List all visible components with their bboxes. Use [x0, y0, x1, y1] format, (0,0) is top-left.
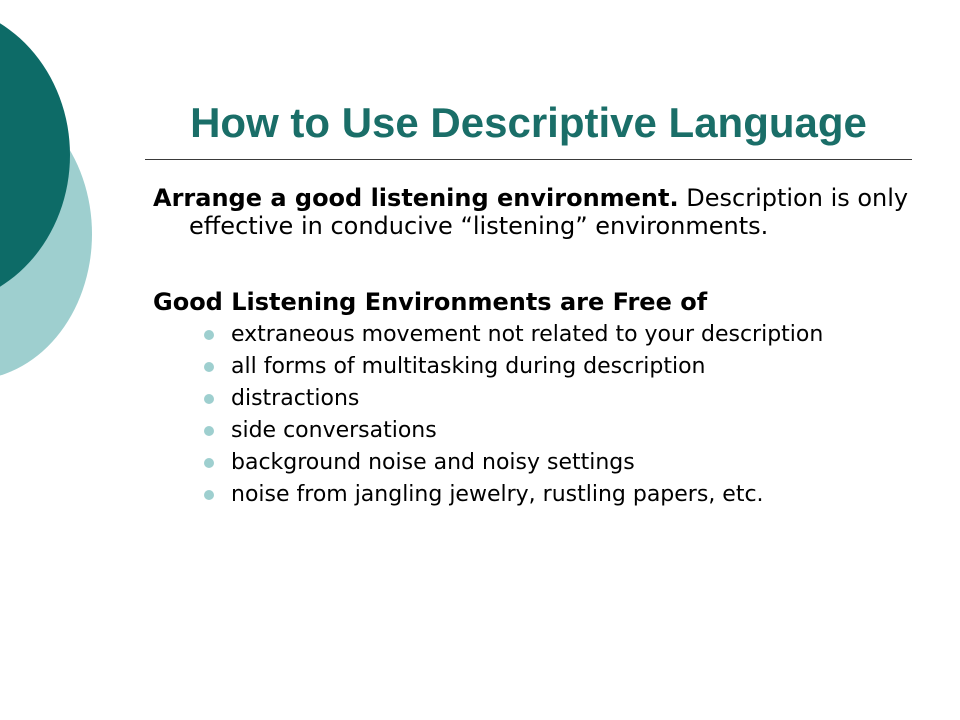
bullet-item [153, 322, 913, 348]
slide-body [153, 184, 913, 514]
bullet-text: all forms of multitasking during description [231, 354, 706, 379]
bullet-list [153, 322, 913, 508]
bullet-dot-icon [204, 490, 214, 500]
bullet-item [153, 354, 913, 380]
bullet-dot-icon [204, 426, 214, 436]
intro-lead: Arrange a good listening environment. [153, 184, 679, 212]
intro-body: Description is only effective in conducive “listening” environments. [189, 184, 909, 240]
bullet-text: extraneous movement not related to your description [231, 322, 824, 347]
bullet-dot-icon [204, 394, 214, 404]
bullet-item [153, 418, 913, 444]
bullet-text: noise from jangling jewelry, rustling papers, etc. [231, 482, 764, 507]
bullet-item [153, 386, 913, 412]
bullet-item [153, 482, 913, 508]
bullet-dot-icon [204, 362, 214, 372]
bullet-text: distractions [231, 386, 360, 411]
bullet-text: side conversations [231, 418, 437, 443]
bullet-text: background noise and noisy settings [231, 450, 635, 475]
intro-paragraph [153, 184, 913, 240]
bullet-item [153, 450, 913, 476]
slide-title: How to Use Descriptive Language [190, 99, 867, 146]
title-divider [145, 159, 912, 160]
bullet-dot-icon [204, 330, 214, 340]
section-heading: Good Listening Environments are Free of [153, 288, 708, 316]
bullet-dot-icon [204, 458, 214, 468]
